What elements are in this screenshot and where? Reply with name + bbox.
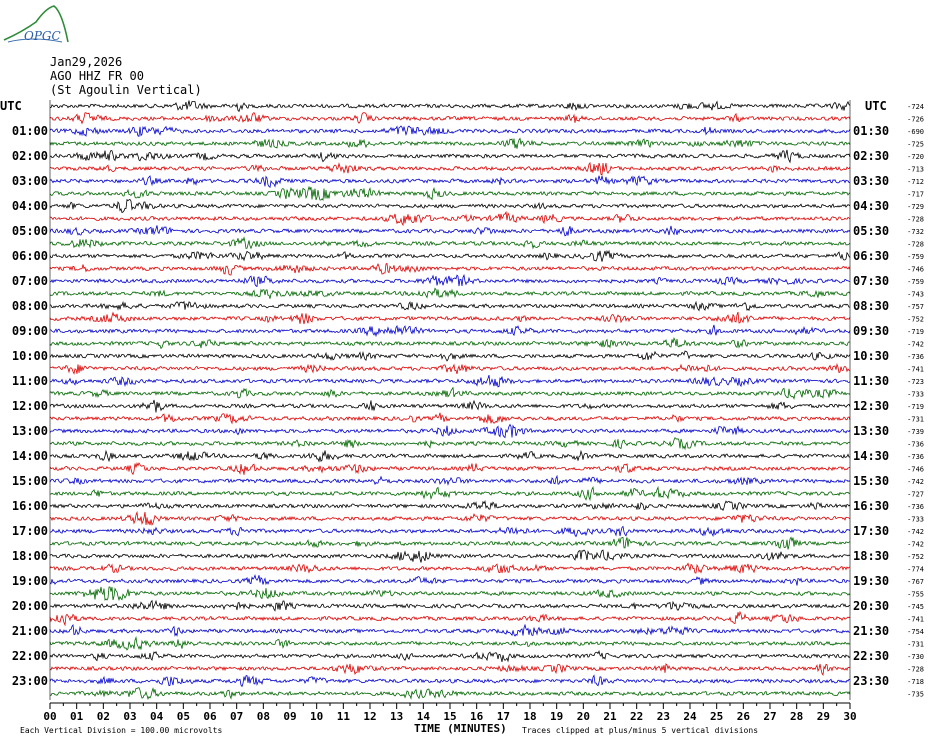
- hour-label-left: 06:00: [11, 249, 48, 263]
- right-utc-label: UTC: [865, 99, 887, 113]
- hour-label-left: 10:00: [11, 349, 48, 363]
- trace-offset-label: -725: [907, 140, 924, 149]
- x-tick-label: 00: [43, 710, 57, 723]
- trace-offset-label: -731: [907, 415, 924, 424]
- seismic-trace: [50, 388, 850, 399]
- hour-label-left: 03:00: [11, 174, 48, 188]
- x-tick-label: 25: [710, 710, 724, 723]
- seismic-trace: [50, 487, 850, 499]
- hour-label-left: 19:00: [11, 574, 48, 588]
- seismic-trace: [50, 238, 850, 249]
- seismic-trace: [50, 476, 850, 485]
- trace-offset-label: -719: [907, 403, 924, 411]
- trace-offset-label: -718: [907, 678, 924, 686]
- trace-offset-label: -727: [907, 490, 924, 499]
- trace-offset-label: -759: [907, 278, 924, 286]
- trace-offset-label: -745: [907, 603, 924, 611]
- x-tick-label: 03: [123, 710, 137, 723]
- hour-label-right: 01:30: [853, 124, 890, 138]
- x-tick-label: 27: [763, 710, 777, 723]
- hour-label-right: 20:30: [853, 599, 890, 613]
- x-tick-label: 15: [443, 710, 457, 723]
- hour-label-right: 05:30: [853, 224, 890, 238]
- x-axis-title: TIME (MINUTES): [414, 722, 507, 735]
- seismic-trace: [50, 176, 850, 188]
- station-label: AGO HHZ FR 00: [50, 69, 144, 83]
- trace-offset-label: -728: [907, 215, 924, 224]
- hour-label-right: 12:30: [853, 399, 890, 413]
- trace-offset-label: -729: [907, 203, 924, 211]
- left-utc-label: UTC: [0, 99, 22, 113]
- trace-offset-label: -712: [907, 178, 924, 186]
- hour-label-right: 23:30: [853, 674, 890, 688]
- trace-offset-label: -733: [907, 390, 924, 399]
- x-tick-label: 07: [230, 710, 244, 723]
- trace-offset-label: -743: [907, 290, 924, 299]
- trace-offset-label: -742: [907, 528, 924, 536]
- seismic-trace: [50, 625, 850, 636]
- hour-label-left: 12:00: [11, 399, 48, 413]
- seismic-trace: [50, 651, 850, 662]
- trace-offset-label: -742: [907, 540, 924, 549]
- trace-offset-label: -728: [907, 240, 924, 249]
- seismic-trace: [50, 438, 850, 449]
- station-name-label: (St Agoulin Vertical): [50, 83, 202, 97]
- trace-offset-label: -736: [907, 503, 924, 511]
- hour-label-left: 05:00: [11, 224, 48, 238]
- seismic-trace: [50, 312, 850, 324]
- x-tick-label: 26: [736, 710, 750, 723]
- hour-label-right: 22:30: [853, 649, 890, 663]
- footer-clip-note: Traces clipped at plus/minus 5 vertical divisions: [522, 726, 759, 735]
- seismic-trace: [50, 537, 850, 549]
- hour-label-right: 02:30: [853, 149, 890, 163]
- seismic-trace: [50, 113, 850, 124]
- x-tick-label: 06: [203, 710, 217, 723]
- x-tick-label: 05: [176, 710, 190, 723]
- seismic-trace: [50, 676, 850, 687]
- seismic-trace: [50, 101, 850, 112]
- seismic-trace: [50, 288, 850, 298]
- seismic-trace: [50, 139, 850, 149]
- trace-offset-label: -730: [907, 653, 924, 661]
- x-tick-label: 29: [816, 710, 830, 723]
- trace-offset-label: -742: [907, 340, 924, 349]
- trace-offset-label: -742: [907, 478, 924, 486]
- date-label: Jan29,2026: [50, 55, 123, 69]
- seismic-trace: [50, 325, 850, 336]
- x-tick-label: 04: [150, 710, 164, 723]
- seismic-trace: [50, 601, 850, 611]
- x-tick-label: 01: [70, 710, 84, 723]
- hour-label-left: 20:00: [11, 599, 48, 613]
- x-tick-label: 09: [283, 710, 297, 723]
- x-tick-label: 23: [656, 710, 670, 723]
- trace-offset-label: -739: [907, 428, 924, 436]
- seismic-trace: [50, 163, 850, 175]
- hour-label-right: 06:30: [853, 249, 890, 263]
- hour-label-right: 09:30: [853, 324, 890, 338]
- x-tick-label: 20: [576, 710, 590, 723]
- hour-label-right: 07:30: [853, 274, 890, 288]
- seismic-trace: [50, 413, 850, 424]
- logo-text: OPGC: [24, 29, 61, 43]
- seismic-trace: [50, 664, 850, 675]
- seismic-trace: [50, 638, 850, 650]
- footer-scale-note: Each Vertical Division = 100.00 microvolts: [20, 726, 223, 735]
- hour-label-left: 01:00: [11, 124, 48, 138]
- seismic-trace: [50, 688, 850, 699]
- seismic-trace: [50, 400, 850, 412]
- trace-offset-label: -728: [907, 665, 924, 674]
- seismic-trace: [50, 550, 850, 562]
- trace-offset-label: -719: [907, 328, 924, 336]
- x-tick-label: 24: [683, 710, 697, 723]
- x-tick-label: 10: [310, 710, 324, 723]
- hour-label-right: 21:30: [853, 624, 890, 638]
- hour-label-left: 23:00: [11, 674, 48, 688]
- hour-label-right: 13:30: [853, 424, 890, 438]
- seismic-trace: [50, 463, 850, 475]
- x-tick-label: 13: [390, 710, 404, 723]
- hour-label-right: 15:30: [853, 474, 890, 488]
- trace-offset-label: -736: [907, 440, 924, 449]
- trace-offset-label: -732: [907, 228, 924, 236]
- x-tick-label: 08: [256, 710, 270, 723]
- trace-offset-label: -717: [907, 190, 924, 199]
- trace-offset-label: -741: [907, 615, 924, 624]
- hour-label-right: 04:30: [853, 199, 890, 213]
- hour-label-left: 08:00: [11, 299, 48, 313]
- hour-label-left: 17:00: [11, 524, 48, 538]
- seismic-trace: [50, 612, 850, 625]
- hour-label-right: 19:30: [853, 574, 890, 588]
- trace-offset-label: -746: [907, 265, 924, 274]
- seismic-trace: [50, 225, 850, 235]
- x-tick-label: 16: [470, 710, 484, 723]
- trace-offset-label: -735: [907, 690, 924, 699]
- hour-label-left: 21:00: [11, 624, 48, 638]
- trace-offset-label: -759: [907, 253, 924, 261]
- hour-label-right: 18:30: [853, 549, 890, 563]
- seismic-trace: [50, 212, 850, 225]
- seismic-trace: [50, 351, 850, 361]
- trace-offset-label: -736: [907, 453, 924, 461]
- seismic-trace: [50, 575, 850, 585]
- x-tick-label: 14: [416, 710, 430, 723]
- seismic-trace: [50, 187, 850, 200]
- trace-offset-label: -736: [907, 353, 924, 361]
- trace-offset-label: -724: [907, 103, 924, 111]
- seismic-trace: [50, 302, 850, 311]
- trace-offset-label: -713: [907, 165, 924, 174]
- x-tick-label: 30: [843, 710, 857, 723]
- hour-label-left: 13:00: [11, 424, 48, 438]
- trace-offset-label: -731: [907, 640, 924, 649]
- x-tick-label: 18: [523, 710, 537, 723]
- x-tick-label: 28: [790, 710, 804, 723]
- seismic-trace: [50, 338, 850, 348]
- seismic-trace: [50, 264, 850, 276]
- x-tick-label: 12: [363, 710, 377, 723]
- seismic-trace: [50, 375, 850, 387]
- hour-label-left: 14:00: [11, 449, 48, 463]
- hour-label-left: 18:00: [11, 549, 48, 563]
- x-tick-label: 17: [496, 710, 510, 723]
- seismic-trace: [50, 501, 850, 510]
- hour-label-right: 17:30: [853, 524, 890, 538]
- trace-offset-label: -752: [907, 553, 924, 561]
- trace-offset-label: -720: [907, 153, 924, 161]
- hour-label-right: 10:30: [853, 349, 890, 363]
- trace-offset-label: -755: [907, 590, 924, 599]
- seismic-trace: [50, 512, 850, 525]
- seismic-trace: [50, 526, 850, 536]
- x-tick-label: 02: [96, 710, 110, 723]
- x-tick-label: 11: [336, 710, 350, 723]
- seismic-trace: [50, 150, 850, 162]
- hour-label-right: 16:30: [853, 499, 890, 513]
- hour-label-left: 04:00: [11, 199, 48, 213]
- seismic-trace: [50, 451, 850, 462]
- trace-offset-label: -746: [907, 465, 924, 474]
- trace-offset-label: -741: [907, 365, 924, 374]
- hour-label-left: 16:00: [11, 499, 48, 513]
- seismic-trace: [50, 275, 850, 286]
- hour-label-right: 14:30: [853, 449, 890, 463]
- hour-label-left: 11:00: [11, 374, 48, 388]
- x-tick-label: 19: [550, 710, 564, 723]
- hour-label-right: 11:30: [853, 374, 890, 388]
- hour-label-left: 09:00: [11, 324, 48, 338]
- seismic-trace: [50, 425, 850, 438]
- trace-offset-label: -754: [907, 628, 924, 636]
- hour-label-left: 15:00: [11, 474, 48, 488]
- trace-offset-label: -757: [907, 303, 924, 311]
- trace-offset-label: -752: [907, 315, 924, 324]
- seismic-trace: [50, 364, 850, 374]
- seismic-trace: [50, 126, 850, 136]
- hour-label-right: 03:30: [853, 174, 890, 188]
- x-tick-label: 21: [603, 710, 617, 723]
- trace-offset-label: -690: [907, 128, 924, 136]
- x-tick-label: 22: [630, 710, 644, 723]
- trace-offset-label: -733: [907, 515, 924, 524]
- seismic-trace: [50, 563, 850, 573]
- hour-label-right: 08:30: [853, 299, 890, 313]
- hour-label-left: 02:00: [11, 149, 48, 163]
- seismic-trace: [50, 200, 850, 213]
- seismic-trace: [50, 587, 850, 600]
- hour-label-left: 22:00: [11, 649, 48, 663]
- trace-offset-label: -767: [907, 578, 924, 586]
- trace-offset-label: -774: [907, 565, 924, 574]
- trace-offset-label: -723: [907, 378, 924, 386]
- hour-label-left: 07:00: [11, 274, 48, 288]
- seismic-trace: [50, 251, 850, 262]
- trace-offset-label: -726: [907, 115, 924, 124]
